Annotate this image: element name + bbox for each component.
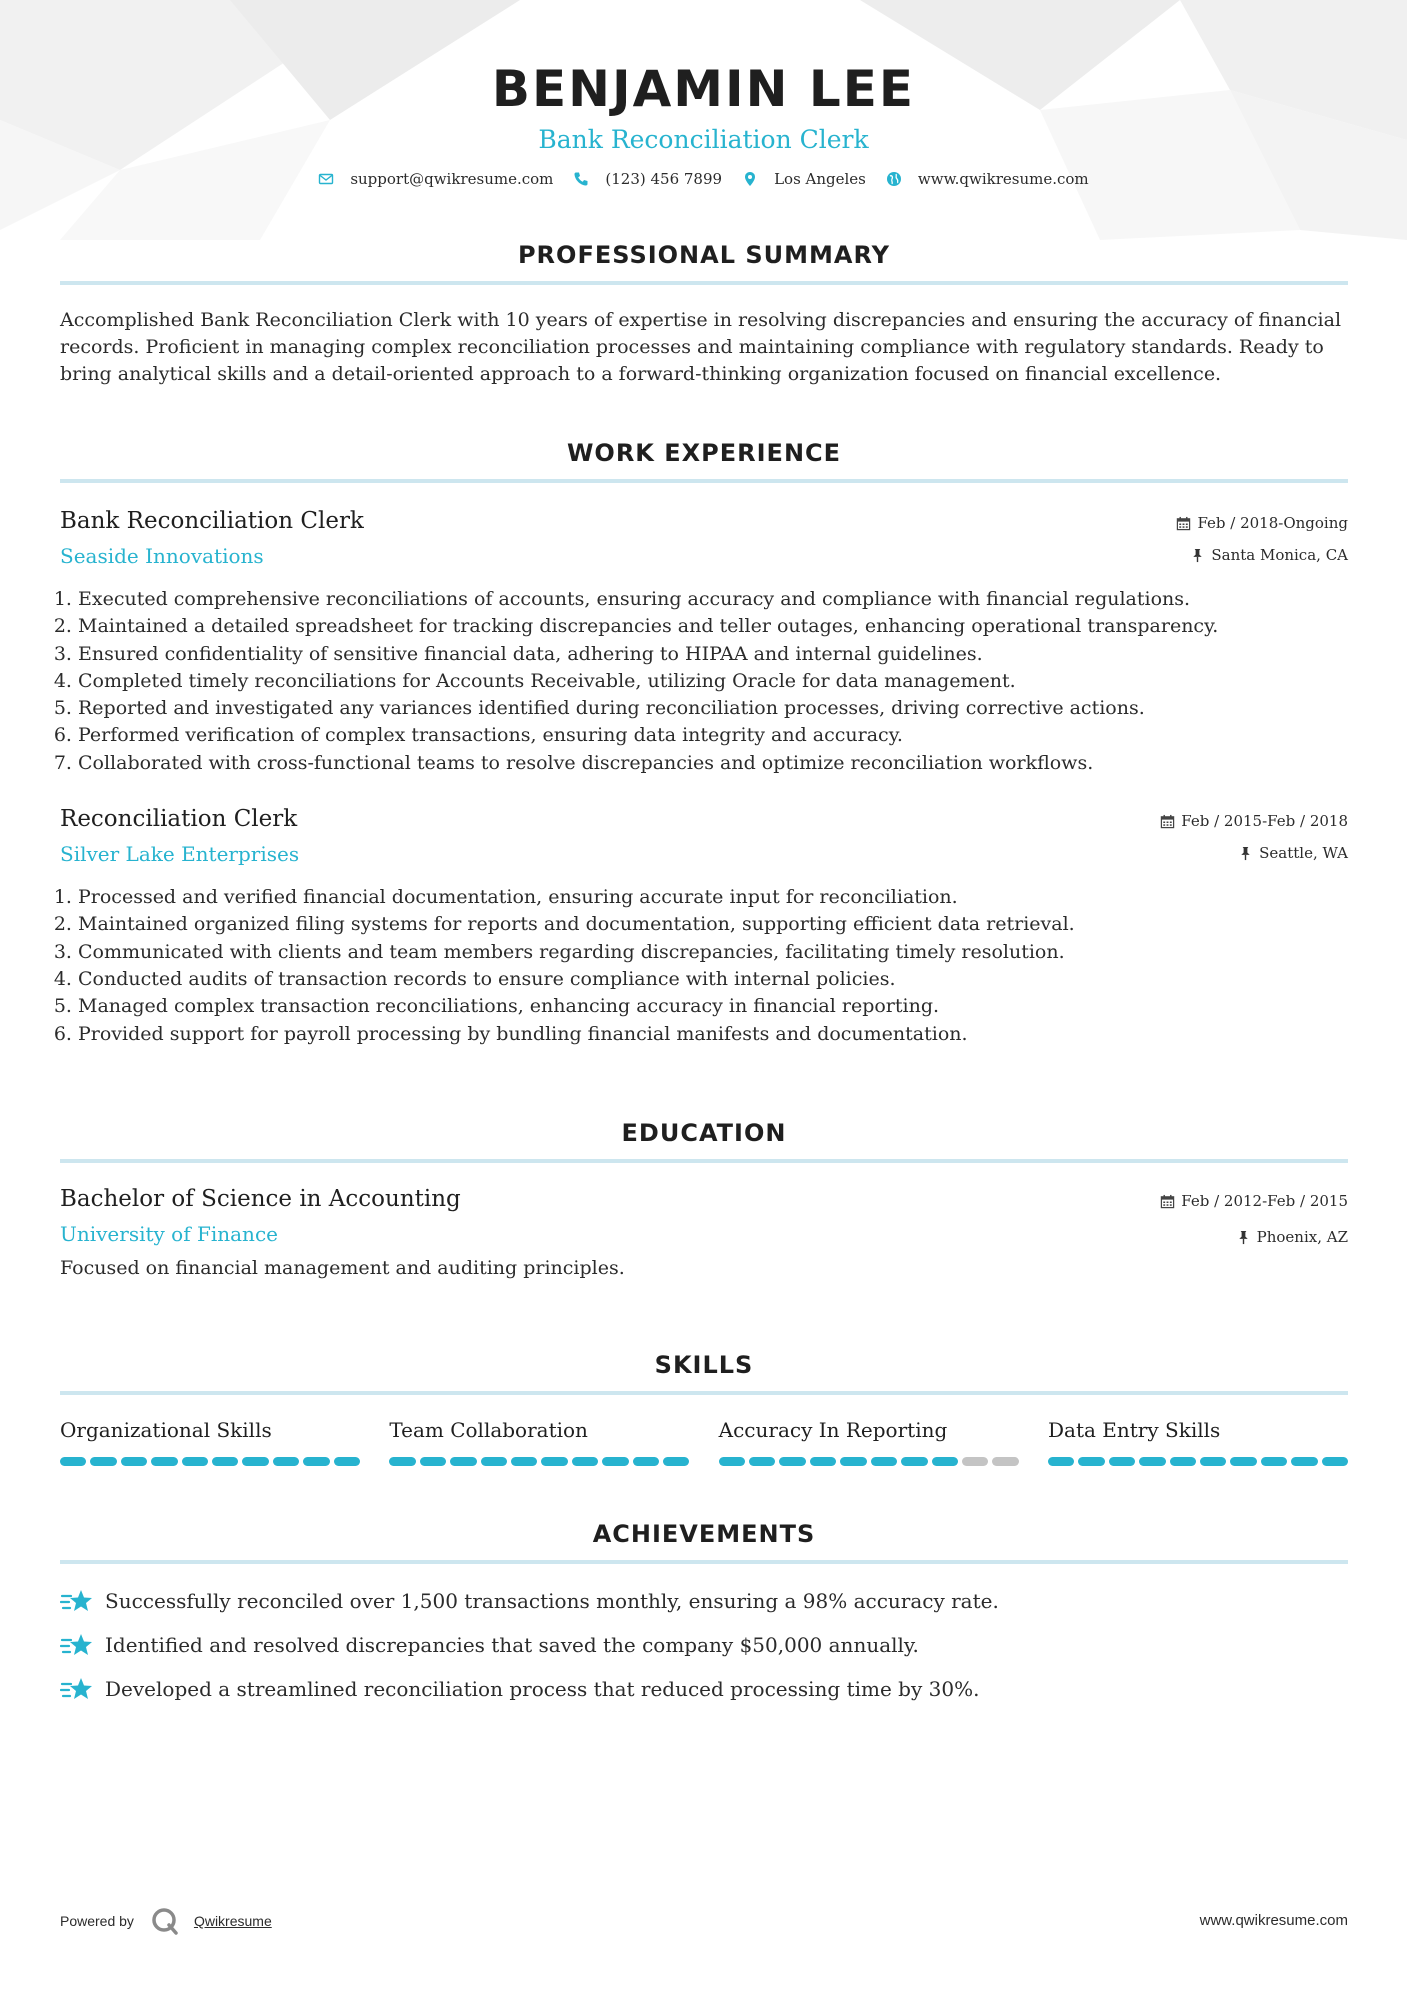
- skill-level-segment: [303, 1457, 329, 1466]
- education-section: [60, 1117, 1348, 1282]
- skill-level-segment: [1048, 1457, 1074, 1466]
- list-item: 1. Executed comprehensive reconciliations of accounts, ensuring accuracy and compliance with financial regulations.: [78, 586, 1348, 613]
- skill-level-segment: [481, 1457, 507, 1466]
- skill-level-segment: [602, 1457, 628, 1466]
- education-dates: Feb / 2012-Feb / 2015: [1181, 1192, 1348, 1210]
- skill-level-segment: [1230, 1457, 1256, 1466]
- job-title: Reconciliation Clerk: [60, 806, 298, 833]
- candidate-name: BENJAMIN LEE: [491, 60, 916, 118]
- skill-level-segment: [663, 1457, 689, 1466]
- skill-level-segment: [1170, 1457, 1196, 1466]
- envelope-icon: [318, 171, 334, 187]
- skill-level-segment: [151, 1457, 177, 1466]
- list-item: 5. Reported and investigated any variances identified during reconciliation processes, driving corrective actions.: [78, 695, 1348, 722]
- summary-section: [60, 239, 1348, 388]
- job-title: Bank Reconciliation Clerk: [60, 508, 364, 534]
- section-divider: [60, 1560, 1348, 1564]
- experience-heading: WORK EXPERIENCE: [566, 439, 842, 467]
- contact-phone[interactable]: [573, 170, 722, 188]
- calendar-icon: [1160, 814, 1175, 829]
- skill-level-segment: [182, 1457, 208, 1466]
- skill-level-segment: [450, 1457, 476, 1466]
- achievements-heading: ACHIEVEMENTS: [592, 1520, 816, 1548]
- skill-level-bar: [1048, 1457, 1348, 1466]
- list-item: 6. Performed verification of complex transactions, ensuring data integrity and accuracy.: [78, 722, 1348, 749]
- pushpin-icon: [1238, 846, 1253, 861]
- summary-text: Accomplished Bank Reconciliation Clerk with 10 years of expertise in resolving discrepancies and ensuring the accuracy of financial records. Proficient in managing complex reconciliation processes and maintaining compliance with regulatory standards. Ready to bring analytical skills and a detail-oriented approach to a forward-thinking organization focused on financial excellence.: [60, 309, 1342, 385]
- degree-title: Bachelor of Science in Accounting: [60, 1186, 461, 1212]
- list-item: 6. Provided support for payroll processing by bundling financial manifests and documentation.: [78, 1021, 1348, 1048]
- resume-header: [0, 56, 1407, 188]
- achievements-list: [60, 1586, 1348, 1704]
- skill-level-segment: [541, 1457, 567, 1466]
- list-item: 3. Communicated with clients and team members regarding discrepancies, facilitating timely resolution.: [78, 939, 1348, 966]
- list-item: 4. Conducted audits of transaction records to ensure compliance with internal policies.: [78, 966, 1348, 993]
- phone-icon: [573, 171, 589, 187]
- skill-level-segment: [633, 1457, 659, 1466]
- contact-location: [742, 170, 866, 188]
- skill-name: Accuracy In Reporting: [718, 1418, 948, 1442]
- skill-name: Organizational Skills: [60, 1418, 272, 1442]
- skill-level-segment: [932, 1457, 958, 1466]
- shooting-star-icon: [60, 1631, 94, 1659]
- skill-level-segment: [572, 1457, 598, 1466]
- job-meta: [1176, 507, 1348, 571]
- contact-website[interactable]: [886, 170, 1089, 188]
- skill-level-segment: [840, 1457, 866, 1466]
- section-divider: [60, 479, 1348, 483]
- skill-level-segment: [420, 1457, 446, 1466]
- map-pin-icon: [742, 171, 758, 187]
- list-item: 1. Processed and verified financial documentation, ensuring accurate input for reconciliation.: [78, 884, 1348, 911]
- list-item: [60, 1674, 1348, 1704]
- experience-section: [60, 437, 1348, 1048]
- job-dates: Feb / 2018-Ongoing: [1197, 514, 1348, 532]
- skill-level-segment: [962, 1457, 988, 1466]
- pushpin-icon: [1236, 1230, 1251, 1245]
- job-entry: [60, 505, 1348, 777]
- skill-level-segment: [511, 1457, 537, 1466]
- job-meta: [1160, 805, 1348, 869]
- website-text: www.qwikresume.com: [917, 170, 1089, 188]
- skills-list: [60, 1415, 1348, 1466]
- skill-level-segment: [1109, 1457, 1135, 1466]
- skill-level-segment: [60, 1457, 86, 1466]
- section-divider: [60, 1391, 1348, 1395]
- skill-level-segment: [121, 1457, 147, 1466]
- skill-level-segment: [273, 1457, 299, 1466]
- list-item: [60, 1630, 1348, 1660]
- email-text: support@qwikresume.com: [350, 170, 554, 188]
- skill-level-segment: [1261, 1457, 1287, 1466]
- education-meta: [1160, 1185, 1348, 1253]
- list-item: 4. Completed timely reconciliations for Accounts Receivable, utilizing Oracle for data management.: [78, 668, 1348, 695]
- skills-section: [60, 1349, 1348, 1466]
- globe-icon: [886, 171, 902, 187]
- skill-level-segment: [871, 1457, 897, 1466]
- pushpin-icon: [1190, 548, 1205, 563]
- section-divider: [60, 1159, 1348, 1163]
- summary-heading: PROFESSIONAL SUMMARY: [517, 241, 891, 269]
- brand-link[interactable]: Qwikresume: [193, 1913, 272, 1929]
- job-dates: Feb / 2015-Feb / 2018: [1181, 812, 1348, 831]
- skill-name: Data Entry Skills: [1047, 1418, 1221, 1442]
- skill-level-segment: [779, 1457, 805, 1466]
- skill-level-segment: [90, 1457, 116, 1466]
- school-name: University of Finance: [60, 1222, 278, 1246]
- location-text: Los Angeles: [774, 170, 866, 188]
- section-divider: [60, 281, 1348, 285]
- skill-level-segment: [1139, 1457, 1165, 1466]
- skill-level-segment: [749, 1457, 775, 1466]
- skill-level-segment: [992, 1457, 1018, 1466]
- skill-item: [60, 1415, 360, 1466]
- skill-level-segment: [1078, 1457, 1104, 1466]
- skill-level-segment: [389, 1457, 415, 1466]
- skill-level-segment: [810, 1457, 836, 1466]
- education-entry: [60, 1183, 1348, 1282]
- achievement-text: Successfully reconciled over 1,500 transactions monthly, ensuring a 98% accuracy rate.: [105, 1589, 999, 1613]
- list-item: 2. Maintained organized filing systems for reports and documentation, supporting efficient data retrieval.: [78, 911, 1348, 938]
- skill-item: [719, 1415, 1019, 1466]
- skill-level-bar: [389, 1457, 689, 1466]
- shooting-star-icon: [60, 1587, 94, 1615]
- skill-level-segment: [334, 1457, 360, 1466]
- contact-bar: [0, 170, 1407, 188]
- list-item: 2. Maintained a detailed spreadsheet for tracking discrepancies and teller outages, enhancing operational transparency.: [78, 613, 1348, 640]
- qwikresume-logo-icon: [150, 1906, 180, 1936]
- phone-text: (123) 456 7899: [605, 170, 723, 188]
- candidate-title: Bank Reconciliation Clerk: [538, 125, 869, 154]
- achievements-section: [60, 1518, 1348, 1718]
- skills-heading: SKILLS: [654, 1351, 754, 1379]
- contact-email[interactable]: [318, 170, 553, 188]
- list-item: 3. Ensured confidentiality of sensitive financial data, adhering to HIPAA and internal guidelines.: [78, 641, 1348, 668]
- calendar-icon: [1160, 1194, 1175, 1209]
- skill-level-segment: [1291, 1457, 1317, 1466]
- job-location: Seattle, WA: [1259, 844, 1348, 863]
- list-item: 7. Collaborated with cross-functional teams to resolve discrepancies and optimize reconciliation workflows.: [78, 750, 1348, 777]
- job-company: Seaside Innovations: [60, 544, 264, 568]
- skill-level-bar: [719, 1457, 1019, 1466]
- shooting-star-icon: [60, 1675, 94, 1703]
- job-entry: [60, 803, 1348, 1048]
- skill-level-segment: [1200, 1457, 1226, 1466]
- achievement-text: Identified and resolved discrepancies that saved the company $50,000 annually.: [105, 1633, 919, 1657]
- calendar-icon: [1176, 516, 1191, 531]
- skill-level-segment: [901, 1457, 927, 1466]
- achievement-text: Developed a streamlined reconciliation process that reduced processing time by 30%.: [105, 1677, 980, 1701]
- list-item: 5. Managed complex transaction reconciliations, enhancing accuracy in financial reporting.: [78, 993, 1348, 1020]
- powered-by-label: Powered by: [60, 1913, 134, 1929]
- job-company: Silver Lake Enterprises: [60, 842, 300, 867]
- list-item: [60, 1586, 1348, 1616]
- job-location: Santa Monica, CA: [1211, 546, 1348, 564]
- powered-by: [60, 1906, 272, 1936]
- skill-level-segment: [719, 1457, 745, 1466]
- page-footer: [60, 1900, 1348, 1934]
- education-location: Phoenix, AZ: [1256, 1228, 1348, 1246]
- skill-level-segment: [242, 1457, 268, 1466]
- education-heading: EDUCATION: [621, 1119, 787, 1147]
- education-description: Focused on financial management and auditing principles.: [60, 1257, 625, 1279]
- job-duties-list: [60, 586, 1348, 777]
- skill-level-bar: [60, 1457, 360, 1466]
- footer-url[interactable]: www.qwikresume.com: [1199, 1912, 1348, 1929]
- skill-item: [389, 1415, 689, 1466]
- skill-level-segment: [212, 1457, 238, 1466]
- skill-name: Team Collaboration: [389, 1418, 588, 1442]
- skill-item: [1048, 1415, 1348, 1466]
- skill-level-segment: [1322, 1457, 1348, 1466]
- job-duties-list: [60, 884, 1348, 1048]
